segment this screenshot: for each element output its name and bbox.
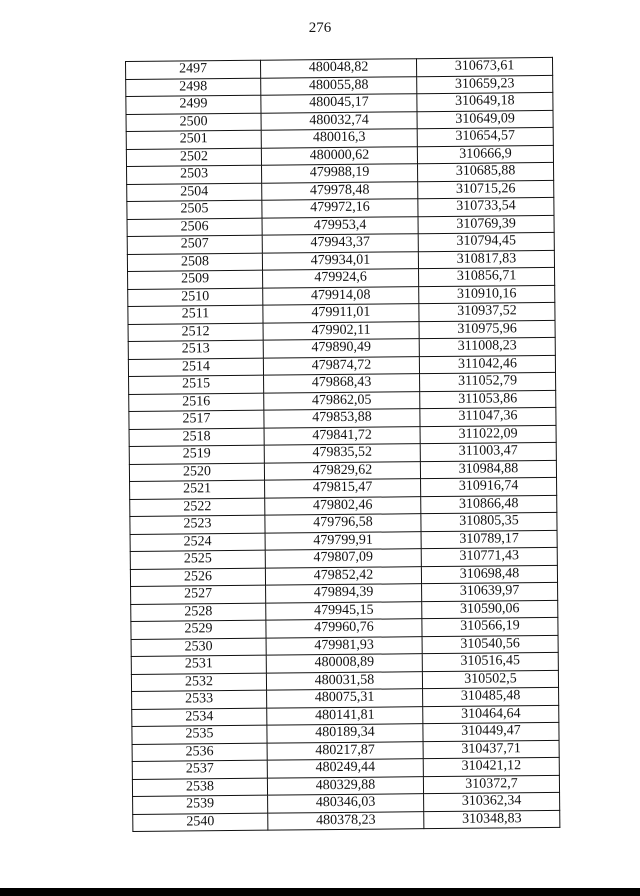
point-number-cell: 2499: [126, 95, 261, 114]
point-number-cell: 2531: [131, 655, 266, 674]
y-coordinate-cell: 310916,74: [421, 477, 557, 496]
point-number-cell: 2535: [132, 725, 267, 744]
point-number-cell: 2508: [127, 253, 262, 272]
y-coordinate-cell: 311047,36: [420, 407, 556, 426]
point-number-cell: 2507: [127, 235, 262, 254]
x-coordinate-cell: 479890,49: [263, 339, 419, 358]
y-coordinate-cell: 310817,83: [418, 250, 554, 269]
point-number-cell: 2532: [131, 673, 266, 692]
point-number-cell: 2525: [130, 550, 265, 569]
point-number-cell: 2505: [127, 200, 262, 219]
point-number-cell: 2538: [132, 778, 267, 797]
point-number-cell: 2536: [132, 743, 267, 762]
table-row: [133, 810, 560, 832]
point-number-cell: 2539: [133, 795, 268, 814]
y-coordinate-cell: 310502,5: [422, 670, 558, 689]
y-coordinate-cell: 310649,18: [417, 92, 553, 111]
y-coordinate-cell: 310789,17: [421, 530, 557, 549]
y-coordinate-cell: 310910,16: [419, 285, 555, 304]
x-coordinate-cell: 480075,31: [267, 689, 423, 708]
point-number-cell: 2512: [128, 323, 263, 342]
x-coordinate-cell: 479981,93: [266, 636, 422, 655]
point-number-cell: 2511: [128, 305, 263, 324]
y-coordinate-cell: 310372,7: [423, 775, 559, 794]
x-coordinate-cell: 479924,6: [263, 269, 419, 288]
y-coordinate-cell: 310984,88: [420, 460, 556, 479]
x-coordinate-cell: 479988,19: [262, 164, 418, 183]
x-coordinate-cell: 480055,88: [261, 76, 417, 95]
point-number-cell: 2524: [130, 533, 265, 552]
point-number-cell: 2520: [129, 463, 264, 482]
y-coordinate-cell: 310485,48: [423, 687, 559, 706]
x-coordinate-cell: 480329,88: [267, 776, 423, 795]
x-coordinate-cell: 479911,01: [263, 304, 419, 323]
y-coordinate-cell: 311008,23: [419, 337, 555, 356]
x-coordinate-cell: 480217,87: [267, 741, 423, 760]
x-coordinate-cell: 479862,05: [264, 391, 420, 410]
x-coordinate-cell: 480016,3: [261, 129, 417, 148]
point-number-cell: 2537: [132, 760, 267, 779]
y-coordinate-cell: 310794,45: [418, 232, 554, 251]
x-coordinate-cell: 479796,58: [265, 514, 421, 533]
x-coordinate-cell: 479934,01: [262, 251, 418, 270]
y-coordinate-cell: 310649,09: [417, 110, 553, 129]
point-number-cell: 2534: [132, 708, 267, 727]
x-coordinate-cell: 480031,58: [266, 671, 422, 690]
y-coordinate-cell: 310449,47: [423, 722, 559, 741]
point-number-cell: 2528: [131, 603, 266, 622]
point-number-cell: 2522: [130, 498, 265, 517]
point-number-cell: 2509: [128, 270, 263, 289]
x-coordinate-cell: 480008,89: [266, 654, 422, 673]
x-coordinate-cell: 479829,62: [264, 461, 420, 480]
y-coordinate-cell: 310639,97: [422, 582, 558, 601]
x-coordinate-cell: 479815,47: [265, 479, 421, 498]
x-coordinate-cell: 479874,72: [263, 356, 419, 375]
y-coordinate-cell: 310464,64: [423, 705, 559, 724]
x-coordinate-cell: 479978,48: [262, 181, 418, 200]
y-coordinate-cell: 310866,48: [421, 495, 557, 514]
x-coordinate-cell: 480048,82: [260, 59, 416, 78]
point-number-cell: 2523: [130, 515, 265, 534]
y-coordinate-cell: 311003,47: [420, 442, 556, 461]
point-number-cell: 2540: [133, 813, 268, 832]
point-number-cell: 2513: [128, 340, 263, 359]
x-coordinate-cell: 479960,76: [266, 619, 422, 638]
point-number-cell: 2498: [126, 78, 261, 97]
y-coordinate-cell: 310437,71: [423, 740, 559, 759]
y-coordinate-cell: 311022,09: [420, 425, 556, 444]
x-coordinate-cell: 480378,23: [268, 811, 424, 830]
x-coordinate-cell: 479894,39: [266, 584, 422, 603]
y-coordinate-cell: 311042,46: [419, 355, 555, 374]
y-coordinate-cell: 310590,06: [422, 600, 558, 619]
y-coordinate-cell: 310685,88: [417, 162, 553, 181]
x-coordinate-cell: 480346,03: [268, 794, 424, 813]
point-number-cell: 2529: [131, 620, 266, 639]
point-number-cell: 2506: [127, 218, 262, 237]
y-coordinate-cell: 310421,12: [423, 757, 559, 776]
y-coordinate-cell: 310937,52: [419, 302, 555, 321]
x-coordinate-cell: 479943,37: [262, 234, 418, 253]
x-coordinate-cell: 480000,62: [261, 146, 417, 165]
point-number-cell: 2497: [126, 60, 261, 79]
scan-edge-bar: [0, 888, 640, 896]
y-coordinate-cell: 311052,79: [420, 372, 556, 391]
point-number-cell: 2518: [129, 428, 264, 447]
point-number-cell: 2530: [131, 638, 266, 657]
point-number-cell: 2526: [130, 568, 265, 587]
y-coordinate-cell: 310362,34: [424, 792, 560, 811]
y-coordinate-cell: 310348,83: [424, 810, 560, 829]
point-number-cell: 2515: [129, 375, 264, 394]
x-coordinate-cell: 479835,52: [264, 444, 420, 463]
y-coordinate-cell: 310771,43: [421, 547, 557, 566]
x-coordinate-cell: 479972,16: [262, 199, 418, 218]
y-coordinate-cell: 310975,96: [419, 320, 555, 339]
point-number-cell: 2500: [126, 113, 261, 132]
point-number-cell: 2519: [129, 445, 264, 464]
x-coordinate-cell: 479802,46: [265, 496, 421, 515]
point-number-cell: 2521: [130, 480, 265, 499]
point-number-cell: 2510: [128, 288, 263, 307]
x-coordinate-cell: 479807,09: [265, 549, 421, 568]
x-coordinate-cell: 480189,34: [267, 724, 423, 743]
y-coordinate-cell: 310733,54: [418, 197, 554, 216]
y-coordinate-cell: 310805,35: [421, 512, 557, 531]
y-coordinate-cell: 310659,23: [417, 75, 553, 94]
y-coordinate-cell: 310654,57: [417, 127, 553, 146]
y-coordinate-cell: 311053,86: [420, 390, 556, 409]
y-coordinate-cell: 310516,45: [422, 652, 558, 671]
x-coordinate-cell: 480141,81: [267, 706, 423, 725]
page-number: 276: [308, 20, 332, 36]
y-coordinate-cell: 310566,19: [422, 617, 558, 636]
y-coordinate-cell: 310856,71: [419, 267, 555, 286]
y-coordinate-cell: 310666,9: [417, 145, 553, 164]
x-coordinate-cell: 479852,42: [265, 566, 421, 585]
y-coordinate-cell: 310769,39: [418, 215, 554, 234]
x-coordinate-cell: 479868,43: [264, 374, 420, 393]
y-coordinate-cell: 310673,61: [416, 57, 552, 76]
point-number-cell: 2502: [126, 148, 261, 167]
point-number-cell: 2504: [127, 183, 262, 202]
x-coordinate-cell: 480249,44: [267, 759, 423, 778]
point-number-cell: 2516: [129, 393, 264, 412]
x-coordinate-cell: 479841,72: [264, 426, 420, 445]
point-number-cell: 2533: [132, 690, 267, 709]
x-coordinate-cell: 479914,08: [263, 286, 419, 305]
x-coordinate-cell: 479799,91: [265, 531, 421, 550]
point-number-cell: 2503: [127, 165, 262, 184]
point-number-cell: 2517: [129, 410, 264, 429]
point-number-cell: 2527: [131, 585, 266, 604]
x-coordinate-cell: 480032,74: [261, 111, 417, 130]
point-number-cell: 2501: [126, 130, 261, 149]
x-coordinate-cell: 480045,17: [261, 94, 417, 113]
x-coordinate-cell: 479902,11: [263, 321, 419, 340]
coordinates-table-body: [126, 57, 560, 831]
y-coordinate-cell: 310698,48: [421, 565, 557, 584]
x-coordinate-cell: 479953,4: [262, 216, 418, 235]
x-coordinate-cell: 479945,15: [266, 601, 422, 620]
y-coordinate-cell: 310715,26: [418, 180, 554, 199]
coordinates-table: [125, 57, 560, 832]
y-coordinate-cell: 310540,56: [422, 635, 558, 654]
point-number-cell: 2514: [128, 358, 263, 377]
x-coordinate-cell: 479853,88: [264, 409, 420, 428]
